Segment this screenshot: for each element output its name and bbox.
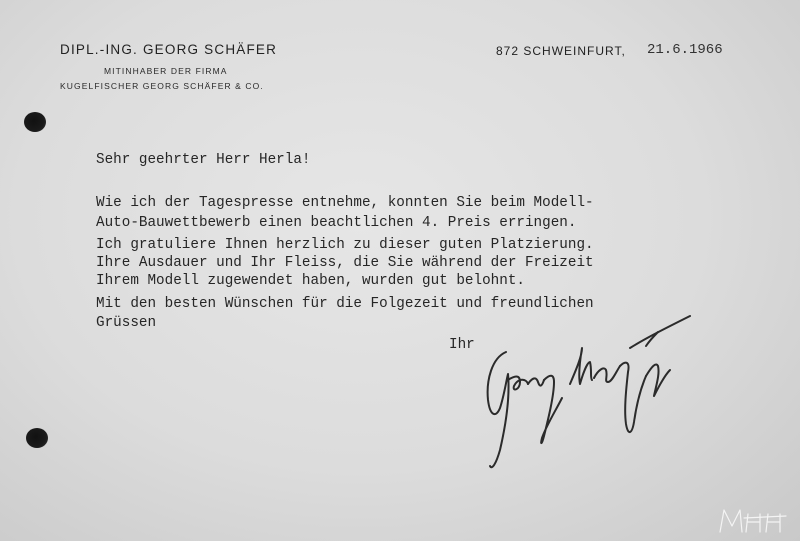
closing: Ihr: [449, 337, 475, 353]
letterhead-line-3: KUGELFISCHER GEORG SCHÄFER & CO.: [60, 81, 264, 91]
letterhead-place: 872 SCHWEINFURT,: [496, 44, 626, 58]
paragraph-2-line-1: Ich gratuliere Ihnen herzlich zu dieser guten Platzierung.: [96, 237, 594, 253]
letter-date: 21.6.1966: [647, 42, 723, 58]
paragraph-3-line-1: Mit den besten Wünschen für die Folgezeit und freundlichen: [96, 296, 594, 312]
handwritten-signature: [470, 300, 710, 480]
watermark-logo: [716, 502, 794, 536]
paragraph-1-line-2: Auto-Bauwettbewerb einen beachtlichen 4. Preis erringen.: [96, 215, 577, 231]
punch-hole-top: [24, 112, 46, 132]
paragraph-2-line-3: Ihrem Modell zugewendet haben, wurden gut belohnt.: [96, 273, 525, 289]
paragraph-2-line-2: Ihre Ausdauer und Ihr Fleiss, die Sie während der Freizeit: [96, 255, 594, 271]
paragraph-1-line-1: Wie ich der Tagespresse entnehme, konnten Sie beim Modell-: [96, 195, 594, 211]
salutation: Sehr geehrter Herr Herla!: [96, 152, 311, 168]
letterhead-line-2: MITINHABER DER FIRMA: [104, 66, 228, 76]
letterhead-name: DIPL.-ING. GEORG SCHÄFER: [60, 42, 278, 57]
paragraph-3-line-2: Grüssen: [96, 315, 157, 331]
punch-hole-bottom: [26, 428, 48, 448]
